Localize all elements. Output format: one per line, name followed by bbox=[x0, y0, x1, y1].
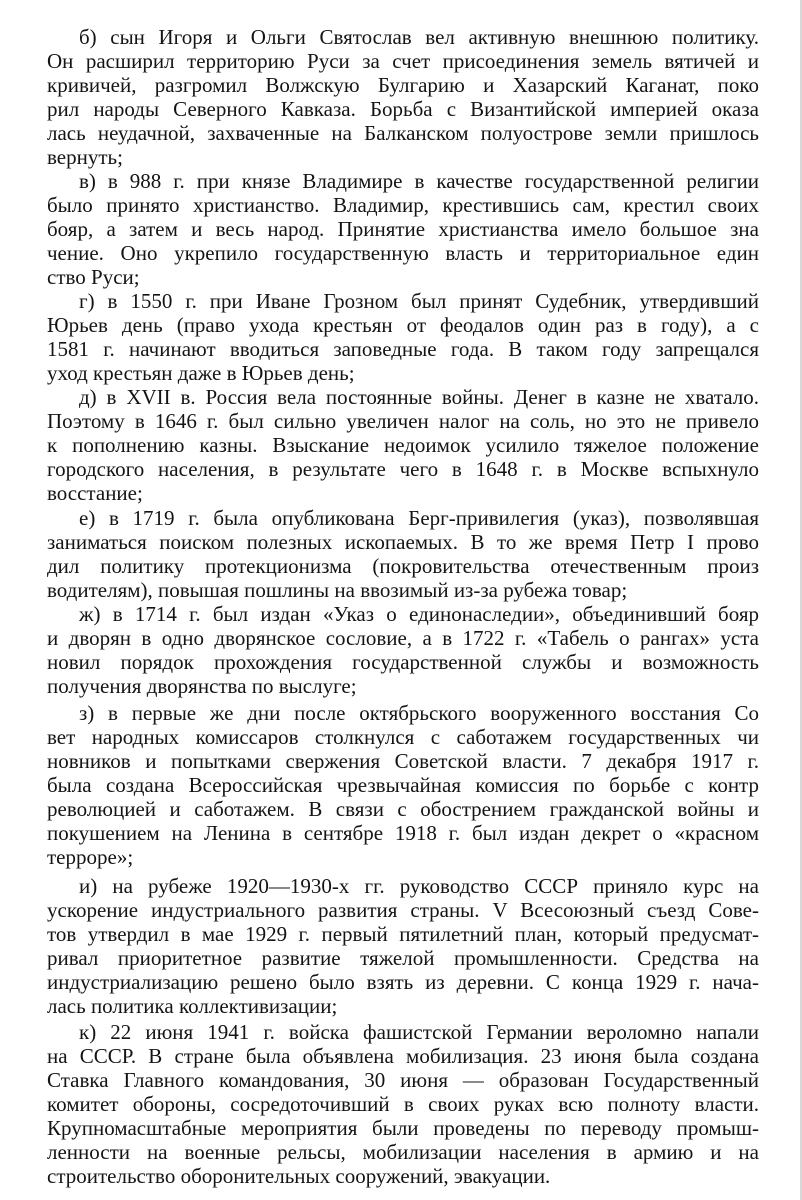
text-line: дил политику протекционизма (покровительства отечественным произ bbox=[47, 554, 759, 578]
text-line: к) 22 июня 1941 г. войска фашистской Германии вероломно напали bbox=[79, 1020, 759, 1044]
text-line: 1581 г. начинают вводиться заповедные года. В таком году запрещался bbox=[47, 337, 759, 361]
text-line: индустриализацию решено было взять из деревни. С конца 1929 г. нача- bbox=[47, 970, 759, 994]
text-line: строительство оборонительных сооружений, эвакуации. bbox=[47, 1164, 551, 1188]
text-line: и дворян в одно дворянское сословие, а в 1722 г. «Табель о рангах» уста bbox=[47, 626, 759, 650]
text-line: получения дворянства по выслуге; bbox=[47, 674, 357, 698]
text-line: революцией и саботажем. В связи с обострением гражданской войны и bbox=[47, 797, 759, 821]
text-line: тов утвердил в мае 1929 г. первый пятилетний план, который предусмат- bbox=[47, 922, 759, 946]
text-line: г) в 1550 г. при Иване Грозном был принят Судебник, утвердивший bbox=[79, 289, 759, 313]
text-line: вернуть; bbox=[47, 145, 123, 169]
text-line: ускорение индустриального развития страны. V Всесоюзный съезд Сове- bbox=[47, 898, 759, 922]
text-line: лась политика коллективизации; bbox=[47, 994, 338, 1018]
text-line: было принято христианство. Владимир, крестившись сам, крестил своих bbox=[47, 193, 759, 217]
text-line: Поэтому в 1646 г. был сильно увеличен налог на соль, но это не привело bbox=[47, 409, 759, 433]
text-line: новников и попытками свержения Советской власти. 7 декабря 1917 г. bbox=[47, 749, 759, 773]
text-line: бояр, а затем и весь народ. Принятие христианства имело большое зна bbox=[47, 217, 759, 241]
text-line: на СССР. В стране была объявлена мобилизация. 23 июня была создана bbox=[47, 1044, 759, 1068]
text-line: д) в XVII в. Россия вела постоянные войны. Денег в казне не хватало. bbox=[79, 385, 759, 409]
text-line: Крупномасштабные мероприятия были проведены по переводу промыш- bbox=[47, 1116, 759, 1140]
text-line: вет народных комиссаров столкнулся с саботажем государственных чи bbox=[47, 725, 759, 749]
text-line: комитет обороны, сосредоточивший в своих руках всю полноту власти. bbox=[47, 1092, 759, 1116]
text-line: к пополнению казны. Взыскание недоимок усилило тяжелое положение bbox=[47, 433, 759, 457]
text-line: терроре»; bbox=[47, 845, 134, 869]
text-line: заниматься поиском полезных ископаемых. В то же время Петр I прово bbox=[47, 530, 759, 554]
text-line: и) на рубеже 1920—1930-х гг. руководство СССР приняло курс на bbox=[79, 874, 759, 898]
text-line: новил порядок прохождения государственной службы и возможность bbox=[47, 650, 759, 674]
text-line: уход крестьян даже в Юрьев день; bbox=[47, 361, 355, 385]
text-line: была создана Всероссийская чрезвычайная комиссия по борьбе с контр bbox=[47, 773, 759, 797]
text-line: городского населения, в результате чего в 1648 г. в Москве вспыхнуло bbox=[47, 457, 759, 481]
text-line: ленности на военные рельсы, мобилизации населения в армию и на bbox=[47, 1140, 759, 1164]
text-line: Юрьев день (право ухода крестьян от феодалов один раз в году), а с bbox=[47, 313, 759, 337]
text-line: в) в 988 г. при князе Владимире в качестве государственной религии bbox=[79, 169, 759, 193]
text-line: е) в 1719 г. была опубликована Берг-привилегия (указ), позволявшая bbox=[79, 506, 759, 530]
text-line: ж) в 1714 г. был издан «Указ о единонаследии», объединивший бояр bbox=[79, 602, 759, 626]
text-line: восстание; bbox=[47, 481, 143, 505]
text-line: ривал приоритетное развитие тяжелой промышленности. Средства на bbox=[47, 946, 759, 970]
text-line: покушением на Ленина в сентябре 1918 г. был издан декрет о «красном bbox=[47, 821, 759, 845]
text-line: лась неудачной, захваченные на Балканском полуострове земли пришлось bbox=[47, 121, 759, 145]
text-line: водителям), повышая пошлины на ввозимый из-за рубежа товар; bbox=[47, 578, 628, 602]
text-line: ство Руси; bbox=[47, 265, 140, 289]
text-line: чение. Оно укрепило государственную власть и территориальное един bbox=[47, 241, 759, 265]
text-line: Он расширил территорию Руси за счет присоединения земель вятичей и bbox=[47, 49, 759, 73]
text-line: б) сын Игоря и Ольги Святослав вел активную внешнюю политику. bbox=[79, 25, 759, 49]
text-line: з) в первые же дни после октябрьского вооруженного восстания Со bbox=[79, 701, 759, 725]
text-line: кривичей, разгромил Волжскую Булгарию и Хазарский Каганат, поко bbox=[47, 73, 759, 97]
text-line: рил народы Северного Кавказа. Борьба с Византийской империей оказа bbox=[47, 97, 759, 121]
text-line: Ставка Главного командования, 30 июня — образован Государственный bbox=[47, 1068, 759, 1092]
